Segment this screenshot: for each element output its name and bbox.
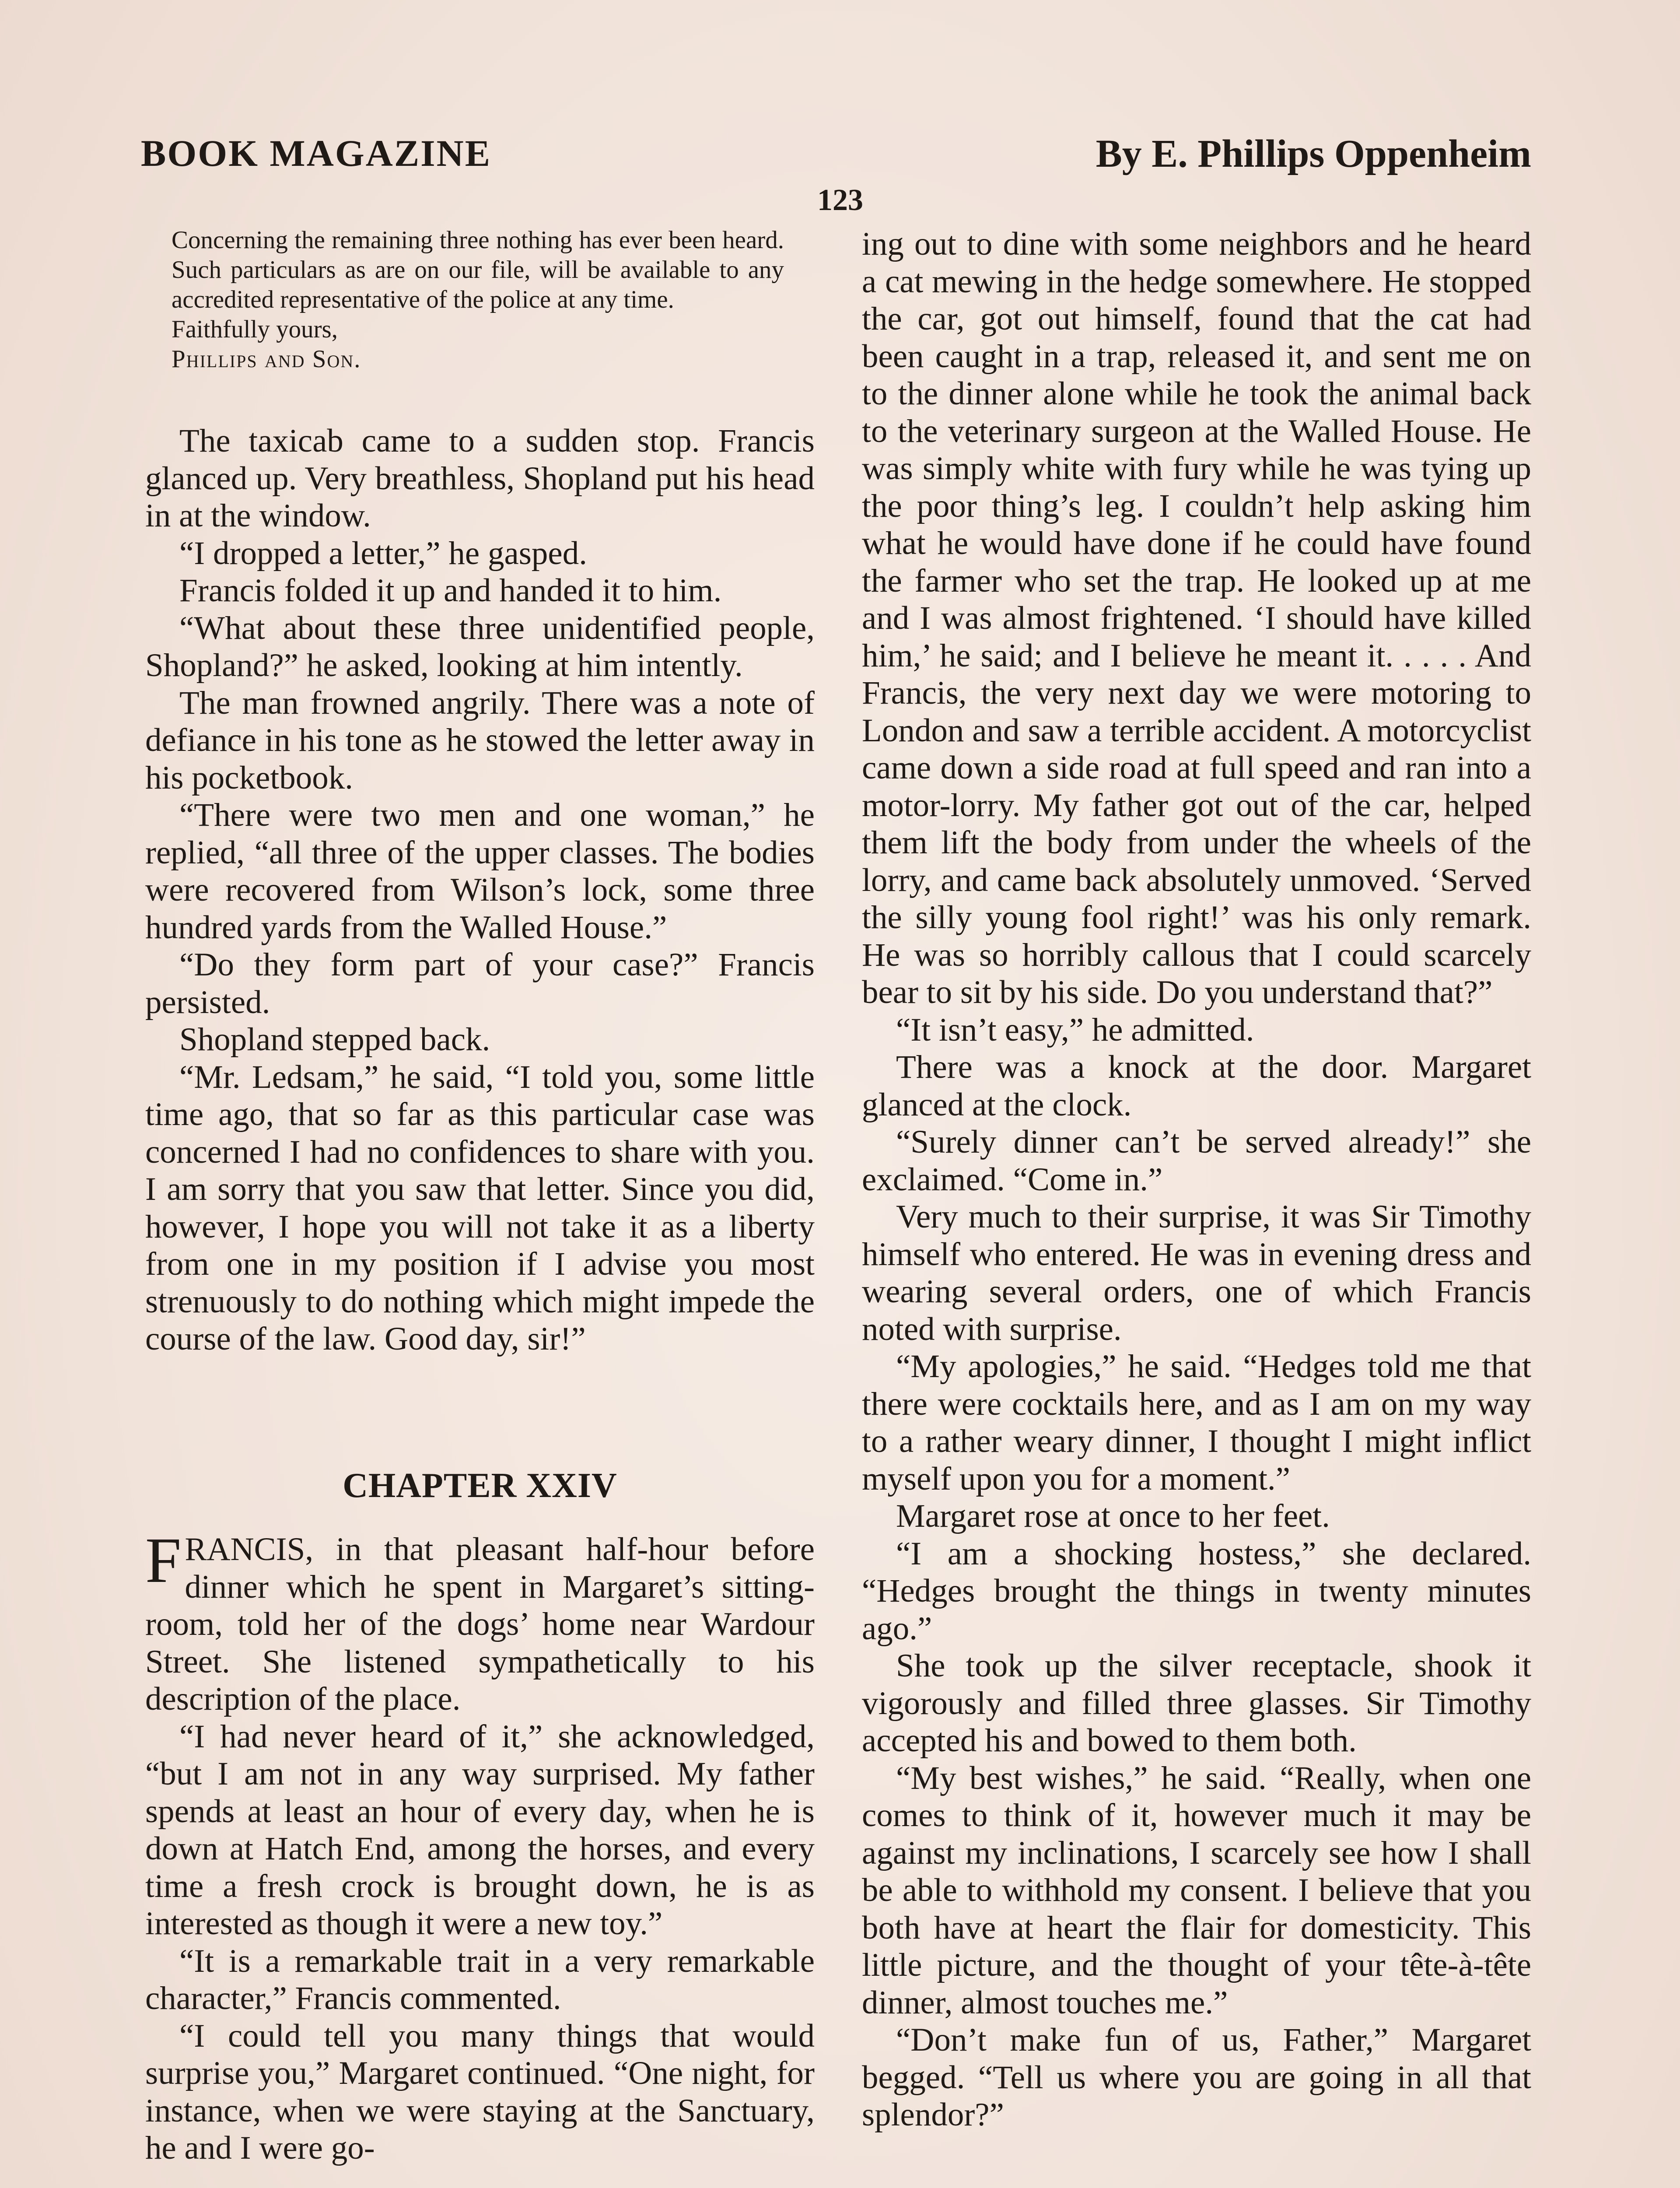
right-column — [862, 225, 1531, 2134]
paragraph: “My apologies,” he said. “Hedges told me that there were cocktails here, and as I am on my way to a rather weary dinner, I thought I might inflict myself upon you for a moment.” — [862, 1348, 1531, 1497]
paragraph: “It is a remarkable trait in a very remarkable character,” Francis commented. — [145, 1943, 815, 2016]
chapter-heading: CHAPTER XXIV — [343, 1466, 617, 1505]
paragraph: “Surely dinner can’t be served already!” she exclaimed. “Come in.” — [862, 1124, 1531, 1198]
continued-paragraph: ing out to dine with some neighbors and he heard a cat mewing in the hedge somewhere. He stopped the car, got out himself, found that the cat had been caught in a trap, released it, and sent me on to the dinner alone while he took the animal back to the veterinary surgeon at the Walled House. He was simply white with fury while he was tying up the poor thing’s leg. I couldn’t help asking him what he would have done if he could have found the farmer who set the trap. He looked up at me and I was almost frightened. ‘I should have killed him,’ he said; and I believe he meant it. . . . . And Francis, the very next day we were motoring to London and saw a terrible accident. A motorcyclist came down a side road at full speed and ran into a motor-lorry. My father got out of the car, helped them lift the body from under the wheels of the lorry, and came back absolutely unmoved. ‘Served the silly young fool right!’ was his only remark. He was so horribly callous that I could scarcely bear to sit by his side. Do you understand that?” — [862, 226, 1531, 1010]
letter-closing: Faithfully yours, — [172, 316, 338, 343]
page-number: 123 — [817, 183, 863, 217]
paragraph: There was a knock at the door. Margaret glanced at the clock. — [862, 1049, 1531, 1123]
left-column — [145, 225, 815, 2167]
running-header-magazine: BOOK MAGAZINE — [141, 132, 492, 174]
chapter-opening-paragraph — [145, 1525, 815, 1718]
paragraph: Francis folded it up and handed it to him. — [179, 572, 722, 609]
paragraph: She took up the silver receptacle, shook it vigorously and filled three glasses. Sir Timothy accepted his and bowed to them both. — [862, 1648, 1531, 1759]
paragraph: The man frowned angrily. There was a note of defiance in his tone as he stowed the letter away in his pocketbook. — [145, 684, 815, 796]
paragraph: “Mr. Ledsam,” he said, “I told you, some little time ago, that so far as this particular case was concerned I had no confidences to share with you. I am sorry that you saw that letter. Since you did, however, I hope you will not take it as a liberty from one in my position if I advise you most strenuously to do nothing which might impede the course of the law. Good day, sir!” — [145, 1059, 815, 1357]
paragraph: “Don’t make fun of us, Father,” Margaret begged. “Tell us where you are going in all that splendor?” — [862, 2022, 1531, 2133]
letter-excerpt — [172, 225, 784, 374]
paragraph: Shopland stepped back. — [179, 1021, 490, 1058]
paragraph: “I could tell you many things that would surprise you,” Margaret continued. “One night, for instance, when we were staying at the Sanctuary, he and I were go- — [145, 2017, 815, 2166]
paragraph: “I had never heard of it,” she acknowledged, “but I am not in any way surprised. My father spends at least an hour of every day, when he is down at Hatch End, among the horses, and every time a fresh crock is brought down, he is as interested as though it were a new toy.” — [145, 1718, 815, 1942]
paragraph: “It isn’t easy,” he admitted. — [896, 1011, 1254, 1048]
paragraph: Very much to their surprise, it was Sir Timothy himself who entered. He was in evening dress and wearing several orders, one of which Francis noted with surprise. — [862, 1199, 1531, 1347]
paragraph: “I dropped a letter,” he gasped. — [179, 535, 587, 572]
paragraph: Margaret rose at once to her feet. — [896, 1498, 1330, 1534]
paragraph: “Do they form part of your case?” Francis persisted. — [145, 947, 815, 1020]
chapter-opening-text: RANCIS, in that pleasant half-hour before dinner which he spent in Margaret’s sitting-room, told her of the dogs’ home near Wardour Street. She listened sympathetically to his description of the place. — [145, 1531, 815, 1717]
running-header-author: By E. Phillips Oppenheim — [1096, 132, 1531, 175]
paragraph: “What about these three unidentified people, Shopland?” he asked, looking at him intently. — [145, 610, 815, 684]
letter-body: Concerning the remaining three nothing has ever been heard. Such particulars as are on our file, will be available to any accredited representative of the police at any time. — [172, 226, 784, 313]
letter-signature: Phillips and Son. — [172, 345, 361, 373]
paragraph: “There were two men and one woman,” he replied, “all three of the upper classes. The bodies were recovered from Wilson’s lock, some three hundred yards from the Walled House.” — [145, 797, 815, 946]
drop-cap: F — [145, 1525, 182, 1596]
paragraph: “My best wishes,” he said. “Really, when one comes to think of it, however much it may be against my inclinations, I scarcely see how I shall be able to withhold my consent. I believe that you both have at heart the flair for domesticity. This little picture, and the thought of your tête-à-tête dinner, almost touches me.” — [862, 1760, 1531, 2021]
paragraph: “I am a shocking hostess,” she declared. “Hedges brought the things in twenty minutes ago.” — [862, 1535, 1531, 1647]
paragraph: The taxicab came to a sudden stop. Francis glanced up. Very breathless, Shopland put his head in at the window. — [145, 423, 815, 534]
